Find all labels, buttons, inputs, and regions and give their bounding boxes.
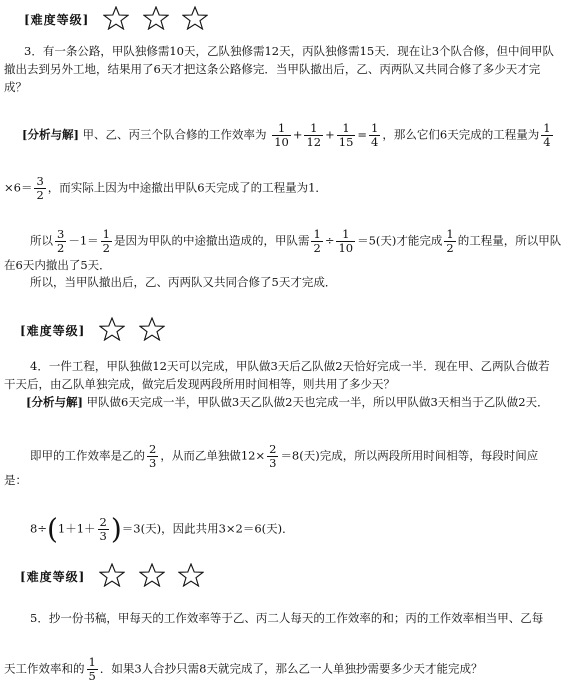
problem3-line1: 3．有一条公路，甲队独修需10天，乙队独修需12天，丙队独修需15天．现在让3个队合修，但中间甲队 — [24, 44, 555, 58]
problem3-analysis-line3: 所以 $\frac{3}{2}$ －1＝ $\frac{1}{2}$ 是因为甲队的中途撤出造成的，甲队需 $\frac{1}{2}$ ÷ $\frac{1}{10}$ ＝5(天)才能完成 $\frac{1}{2}$ 的工程量，所以甲队 — [30, 227, 562, 255]
fraction: $\frac{2}{3}$ — [269, 442, 277, 470]
difficulty-row-2 — [20, 317, 175, 341]
fraction: $\frac{1}{2}$ — [313, 227, 321, 255]
star-outline-icon — [143, 6, 169, 30]
problem4-analysis-line4: 8÷(1＋1＋ $\frac{2}{3}$ )＝3(天)，因此共用3×2＝6(天)． — [30, 512, 294, 546]
problem3-line2: 撤出去到另外工地，结果用了6天才把这条公路修完．当甲队撤出后，乙、丙两队又共同合修了多少天才完 — [4, 62, 541, 76]
problem5-line1: 5．抄一份书稿，甲每天的工作效率等于乙、丙二人每天的工作效率的和；丙的工作效率相当甲、乙每 — [30, 611, 544, 625]
problem4-line2: 干天后，由乙队单独完成，做完后发现两段所用时间相等，则共用了多少天？ — [4, 377, 395, 391]
star-outline-icon — [99, 563, 125, 587]
star-outline-icon — [178, 563, 204, 587]
fraction: $\frac{1}{5}$ — [88, 655, 96, 683]
difficulty-row-1 — [24, 6, 218, 30]
difficulty-label: [难度等级] — [20, 324, 86, 338]
analysis-label: [分析与解] — [26, 395, 83, 409]
difficulty-row-3 — [20, 563, 214, 587]
problem3-analysis-line1: [分析与解] 甲、乙、丙三个队合修的工作效率为 $\frac{1}{10}$ + $\frac{1}{12}$ + $\frac{1}{15}$ = $\frac{1}{4}$ ，那么它们6天完成的工程量为 $\frac{1}{4}$ — [22, 121, 551, 149]
star-outline-icon — [99, 317, 125, 341]
fraction: $\frac{1}{4}$ — [371, 121, 379, 149]
star-outline-icon — [139, 317, 165, 341]
problem3-line3: 成？ — [4, 80, 27, 94]
star-outline-icon — [182, 6, 208, 30]
problem3-analysis-line2: ×6＝ $\frac{3}{2}$ ，而实际上因为中途撤出甲队6天完成了的工程量为1． — [4, 174, 327, 202]
fraction: $\frac{3}{2}$ — [36, 174, 44, 202]
problem4-analysis-line2: 即甲的工作效率是乙的 $\frac{2}{3}$ ，从而乙单独做12× $\frac{2}{3}$ ＝8(天)完成，所以两段所用时间相等，每段时间应 — [30, 442, 539, 470]
fraction: $\frac{2}{3}$ — [149, 442, 157, 470]
fraction: $\frac{1}{10}$ — [338, 227, 354, 255]
problem4-analysis-line1: [分析与解] 甲队做6天完成一半，甲队做3天乙队做2天也完成一半，所以甲队做3天相当于乙队做2天． — [26, 395, 549, 409]
problem5-line2: 天工作效率和的 $\frac{1}{5}$ ．如果3人合抄只需8天就完成了，那么乙一人单独抄需要多少天才能完成？ — [4, 655, 483, 683]
difficulty-label: [难度等级] — [24, 13, 90, 27]
difficulty-stars — [99, 317, 175, 341]
star-outline-icon — [103, 6, 129, 30]
fraction: $\frac{1}{2}$ — [446, 227, 454, 255]
fraction: $\frac{2}{3}$ — [99, 515, 107, 543]
fraction: $\frac{1}{10}$ — [274, 121, 289, 149]
fraction: $\frac{1}{12}$ — [306, 121, 322, 149]
problem4-analysis-line3: 是： — [4, 473, 27, 487]
difficulty-stars — [99, 563, 214, 587]
fraction: $\frac{1}{15}$ — [338, 121, 354, 149]
difficulty-stars — [103, 6, 218, 30]
fraction: $\frac{3}{2}$ — [57, 227, 65, 255]
fraction: $\frac{1}{2}$ — [102, 227, 110, 255]
analysis-label: [分析与解] — [22, 127, 79, 142]
problem3-analysis-line4: 在6天内撤出了5天． — [4, 258, 111, 272]
problem4-line1: 4．一件工程，甲队独做12天可以完成，甲队做3天后乙队做2天恰好完成一半．现在甲、乙两队合做若 — [30, 359, 550, 373]
star-outline-icon — [139, 563, 165, 587]
fraction: $\frac{1}{4}$ — [543, 121, 551, 149]
problem3-analysis-line5: 所以，当甲队撤出后，乙、丙两队又共同合修了5天才完成． — [30, 275, 337, 289]
difficulty-label: [难度等级] — [20, 570, 86, 584]
